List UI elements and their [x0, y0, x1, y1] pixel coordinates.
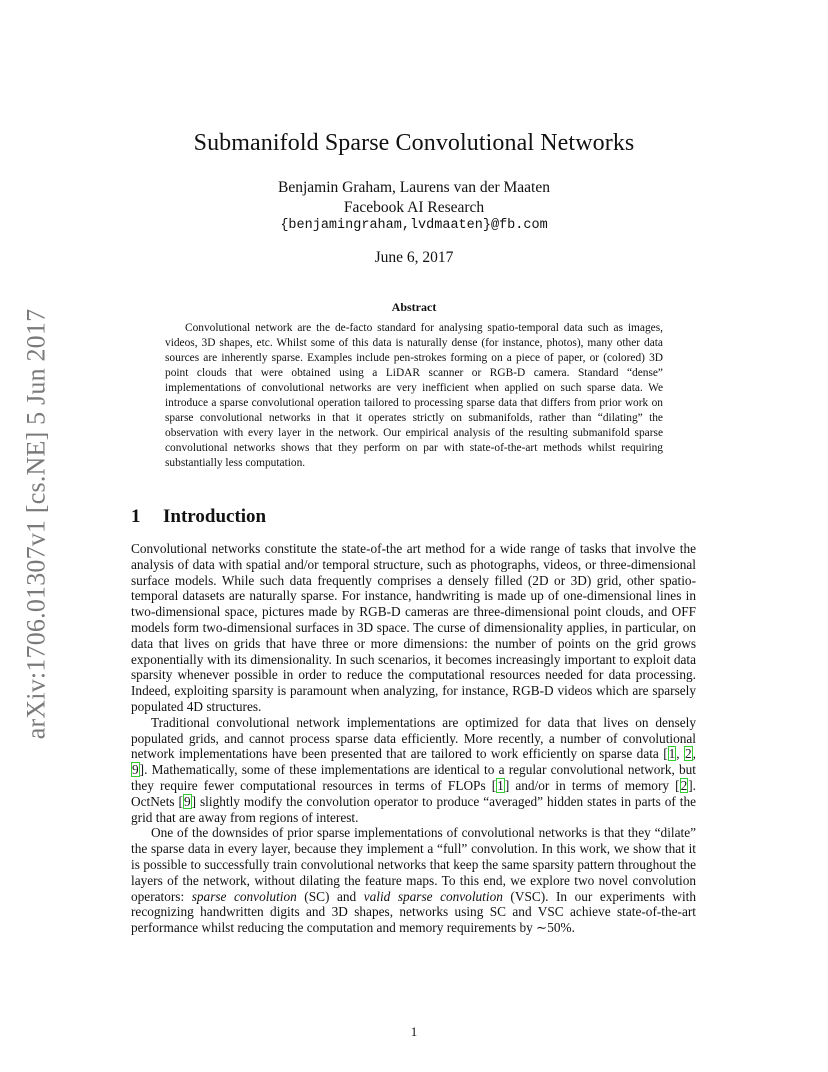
paragraph-text: ] and/or in terms of memory [ — [504, 777, 680, 793]
citation-link-9[interactable]: 9 — [132, 762, 139, 778]
intro-paragraph-3 — [131, 825, 696, 936]
abstract-text: Convolutional network are the de-facto standard for analysing spatio-temporal data such as images, videos, 3D shapes, etc. Whilst some of this data is naturally dense (for instance, photos), many other data sources are inherently sparse. Examples include pen-strokes forming on a piece of paper, or (colored) 3D point clouds that were obtained using a LiDAR scanner or RGB-D camera. Standard “dense” implementations of convolutional networks are very inefficient when applied on such sparse data. We introduce a sparse convolutional operation tailored to processing sparse data that differs from prior work on sparse convolutional networks in that it operates strictly on submanifolds, rather than “dilating” the observation with every layer in the network. Our empirical analysis of the resulting submanifold sparse convolutional networks shows that they perform on par with state-of-the-art methods whilst requiring substantially less computation. — [165, 322, 663, 469]
paragraph-text: ]. OctNets [ — [131, 777, 696, 809]
term-valid-sparse-convolution: valid sparse convolution — [363, 888, 503, 904]
arxiv-identifier-stamp — [20, 298, 52, 750]
paragraph-text: Traditional convolutional network implementations are optimized for data that lives on densely populated grids, and cannot process sparse data efficiently. More recently, a number of convolutional network implementations have been presented that are tailored to work efficiently on sparse data [ — [131, 714, 696, 762]
citation-separator: , — [676, 746, 685, 762]
abstract-heading: Abstract — [391, 300, 437, 314]
paper-title: Submanifold Sparse Convolutional Networks — [193, 130, 635, 156]
paragraph-text: (VSC). In our experiments with recognizing handwritten digits and 3D shapes, networks using SC and VSC achieve state-of-the-art performance whilst reducing the computation and memory requirements by ∼50%. — [131, 888, 697, 936]
term-sparse-convolution: sparse convolution — [191, 888, 297, 904]
intro-paragraph-1: Convolutional networks constitute the state-of-the art method for a wide range of tasks that involve the analysis of data with spatial and/or temporal structure, such as photographs, videos, or three-dimensional surface models. While such data frequently comprises a densely filled (2D or 3D) grid, other spatio-temporal datasets are naturally sparse. For instance, handwriting is made up of one-dimensional lines in two-dimensional space, pictures made by RGB-D cameras are three-dimensional point clouds, and OFF models form two-dimensional surfaces in 3D space. The curse of dimensionality applies, in particular, on data that lives on grids that have three or more dimensions: the number of points on the grid grows exponentially with its dimensionality. In such scenarios, it becomes increasingly important to exploit data sparsity whenever possible in order to reduce the computational resources needed for data processing. Indeed, exploiting sparsity is paramount when analyzing, for instance, RGB-D videos which are sparsely populated 4D structures. — [131, 541, 696, 714]
paper-affiliation: Facebook AI Research — [343, 199, 485, 216]
citation-link-2[interactable]: 2 — [685, 746, 692, 762]
citation-link-2[interactable]: 2 — [680, 777, 688, 793]
author-email: {benjamingraham,lvdmaaten}@fb.com — [280, 218, 548, 233]
paragraph-text: One of the downsides of prior sparse implementations of convolutional networks is that they “dilate” the sparse data in every layer, because they implement a “full” convolution. In this work, we show that it is possible to successfully train convolutional networks that keep the same sparsity pattern throughout the layers of the network, without dilating the feature maps. To this end, we explore two novel convolution operators: — [131, 825, 696, 904]
paragraph-text: (SC) and — [296, 888, 364, 904]
abstract-body — [165, 321, 663, 471]
section-number: 1 — [131, 506, 141, 527]
section-title: Introduction — [163, 506, 267, 527]
introduction-body — [131, 541, 696, 936]
citation-separator: , — [692, 746, 696, 762]
paragraph-text: ]. Mathematically, some of these implementations are identical to a regular convolutional network, but they require fewer computational resources in terms of FLOPs [ — [131, 762, 696, 793]
intro-paragraph-2 — [131, 715, 696, 826]
citation-link-9[interactable]: 9 — [183, 793, 191, 809]
paper-date: June 6, 2017 — [374, 249, 454, 266]
citation-link-1[interactable]: 1 — [497, 777, 504, 793]
section-heading — [131, 506, 266, 528]
paper-authors: Benjamin Graham, Laurens van der Maaten — [277, 179, 550, 196]
citation-link-1[interactable]: 1 — [668, 746, 676, 762]
arxiv-id-text: arXiv:1706.01307v1 [cs.NE] 5 Jun 2017 — [21, 308, 51, 740]
paragraph-text: ] slightly modify the convolution operator to produce “averaged” hidden states in parts of the grid that are away from regions of interest. — [131, 793, 696, 825]
page-number: 1 — [410, 1024, 418, 1039]
